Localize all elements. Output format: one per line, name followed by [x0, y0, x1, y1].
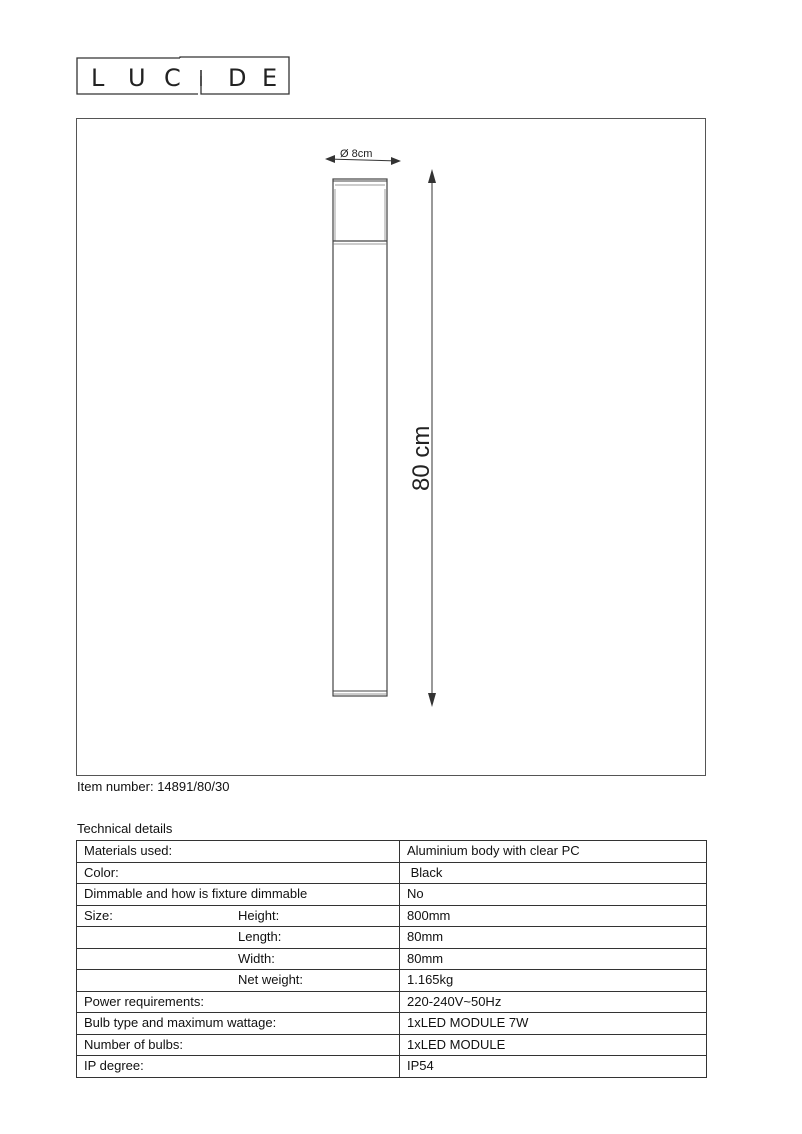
row-value: 800mm: [400, 905, 707, 927]
arrow-right-icon: [391, 157, 401, 165]
arrow-down-icon: [428, 693, 436, 707]
row-sublabel: Net weight:: [238, 972, 304, 988]
technical-drawing-frame: [76, 118, 706, 776]
row-label: Number of bulbs:: [77, 1034, 400, 1056]
diameter-label: Ø 8cm: [340, 148, 373, 160]
row-value: 80mm: [400, 948, 707, 970]
table-row: [77, 905, 707, 927]
row-value: IP54: [400, 1056, 707, 1078]
svg-text:E: E: [262, 64, 278, 92]
arrow-up-icon: [428, 169, 436, 183]
bollard-drawing: [77, 119, 707, 777]
height-label: 80 cm: [408, 425, 435, 491]
table-row: [77, 841, 707, 863]
table-row: [77, 927, 707, 949]
row-label-cell: [77, 970, 400, 992]
row-value: 1.165kg: [400, 970, 707, 992]
svg-text:C: C: [164, 64, 181, 92]
item-number: Item number: 14891/80/30: [77, 779, 230, 794]
row-label-cell: Size: Height:: [77, 905, 400, 927]
table-row: [77, 1013, 707, 1035]
row-label: Bulb type and maximum wattage:: [77, 1013, 400, 1035]
row-sublabel: Height:: [238, 907, 280, 923]
lamp-body: [333, 179, 387, 696]
lucide-logo-icon: [76, 56, 290, 95]
svg-text:D: D: [228, 64, 247, 92]
row-label-cell: [77, 948, 400, 970]
row-value: 1xLED MODULE 7W: [400, 1013, 707, 1035]
row-value: 220-240V~50Hz: [400, 991, 707, 1013]
table-row: [77, 1056, 707, 1078]
section-title-technical-details: Technical details: [77, 821, 173, 836]
row-sublabel: Width:: [238, 950, 275, 966]
row-value: No: [400, 884, 707, 906]
row-label: Color:: [77, 862, 400, 884]
brand-logo: [76, 56, 290, 95]
row-label: Power requirements:: [77, 991, 400, 1013]
table-row: [77, 1034, 707, 1056]
svg-text:L: L: [91, 64, 105, 92]
arrow-left-icon: [325, 155, 335, 163]
row-value: 80mm: [400, 927, 707, 949]
row-label: IP degree:: [77, 1056, 400, 1078]
row-label: Dimmable and how is fixture dimmable: [77, 884, 400, 906]
table-row: [77, 970, 707, 992]
table-row: [77, 991, 707, 1013]
row-sublabel: Length:: [238, 929, 282, 945]
row-label: Materials used:: [77, 841, 400, 863]
table-row: [77, 948, 707, 970]
row-value: 1xLED MODULE: [400, 1034, 707, 1056]
row-value: Black: [400, 862, 707, 884]
technical-details-table: [76, 840, 707, 1078]
svg-text:U: U: [128, 64, 146, 92]
row-value: Aluminium body with clear PC: [400, 841, 707, 863]
row-label-cell: [77, 927, 400, 949]
table-row: [77, 862, 707, 884]
table-row: [77, 884, 707, 906]
